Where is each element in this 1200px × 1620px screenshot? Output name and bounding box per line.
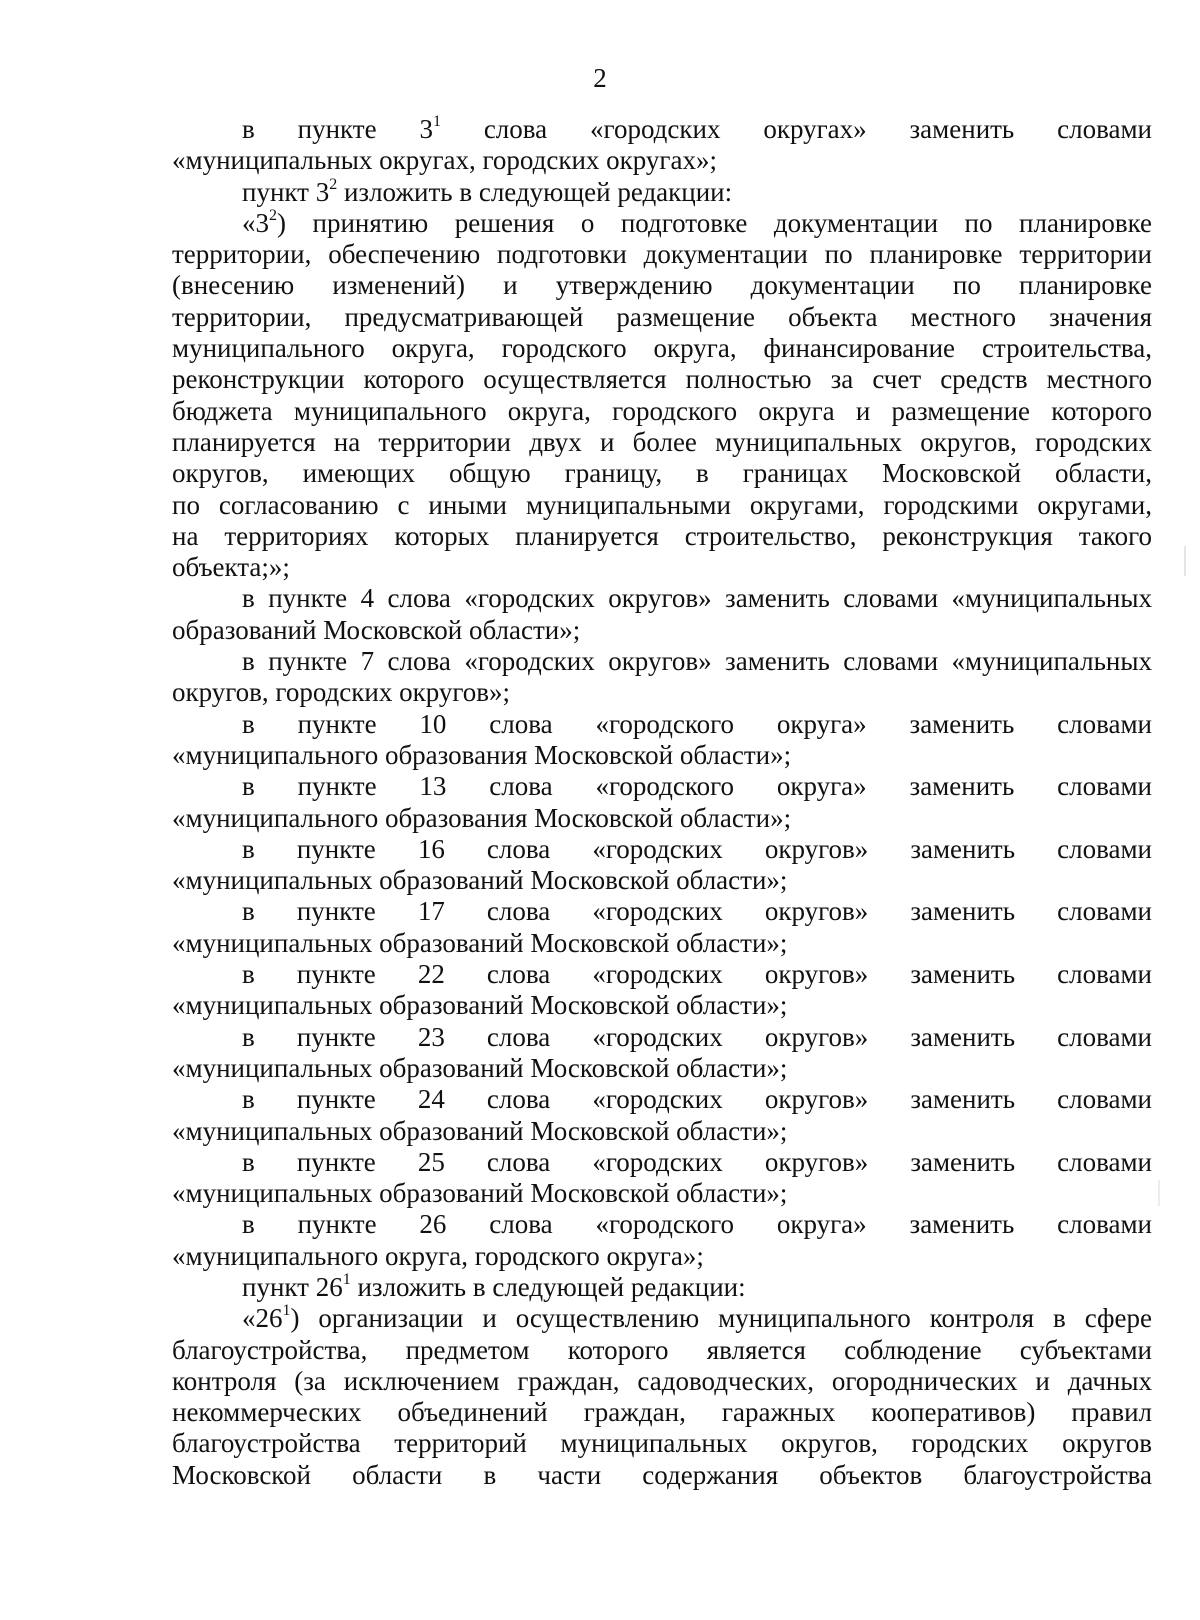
text-line: пункт $26^1$ изложить в следующей редакции: <box>242 1270 746 1302</box>
text-line: в пункте 10 слова «городского округа» заменить словами <box>242 708 1152 739</box>
text-line: «муниципальных округах, городских округах»; <box>172 145 717 176</box>
text-line: в пункте 23 слова «городских округов» заменить словами <box>242 1021 1152 1052</box>
text-line: в пункте 24 слова «городских округов» заменить словами <box>242 1084 1152 1115</box>
text-line: «муниципальных образований Московской области»; <box>172 1052 788 1083</box>
text-line: Московской области в части содержания объектов благоустройства <box>172 1459 1152 1490</box>
text-line: в пункте 7 слова «городских округов» заменить словами «муниципальных <box>242 646 1152 677</box>
text-line: «$3^2$) принятию решения о подготовке документации по планировке <box>242 206 1152 238</box>
text-line: «муниципальных образований Московской области»; <box>172 990 788 1021</box>
text-line: «муниципальных образований Московской области»; <box>172 927 788 958</box>
text-line: округов, имеющих общую границу, в границах Московской области, <box>172 458 1152 489</box>
page-number: 2 <box>593 63 607 93</box>
text-line: «муниципальных образований Московской области»; <box>172 1178 788 1209</box>
text-line: в пункте 13 слова «городского округа» заменить словами <box>242 771 1152 802</box>
text-line: в пункте 17 слова «городских округов» заменить словами <box>242 896 1152 927</box>
text-line: планируется на территории двух и более муниципальных округов, городских <box>172 426 1152 457</box>
text-line: объекта;»; <box>172 552 290 583</box>
text-line: муниципального округа, городского округа, финансирование строительства, <box>172 333 1152 364</box>
text-line: в пункте $3^1$ слова «городских округах» заменить словами <box>242 113 1152 144</box>
scan-artifact <box>1158 1180 1160 1206</box>
text-line: территории, обеспечению подготовки документации по планировке территории <box>172 239 1152 270</box>
text-line: в пункте 26 слова «городского округа» заменить словами <box>242 1209 1152 1240</box>
text-line: в пункте 22 слова «городских округов» заменить словами <box>242 959 1152 990</box>
text-line: на территориях которых планируется строительство, реконструкция такого <box>172 520 1152 551</box>
text-line: контроля (за исключением граждан, садоводческих, огороднических и дачных <box>172 1365 1152 1396</box>
text-line: «муниципального образования Московской области»; <box>172 739 792 770</box>
text-line: в пункте 16 слова «городских округов» заменить словами <box>242 833 1152 864</box>
text-line: в пункте 25 слова «городских округов» заменить словами <box>242 1146 1152 1177</box>
text-line: бюджета муниципального округа, городского округа и размещение которого <box>172 395 1152 426</box>
text-line: округов, городских округов»; <box>172 677 510 708</box>
text-line: образований Московской области»; <box>172 614 581 645</box>
text-line: некоммерческих объединений граждан, гаражных кооперативов) правил <box>172 1397 1152 1428</box>
text-line: в пункте 4 слова «городских округов» заменить словами «муниципальных <box>242 583 1152 614</box>
text-line: «муниципального округа, городского округа»; <box>172 1240 704 1271</box>
text-line: пункт $3^2$ изложить в следующей редакции: <box>242 175 733 207</box>
text-line: благоустройства территорий муниципальных округов, городских округов <box>172 1428 1152 1459</box>
document-body <box>172 114 1152 1491</box>
text-line: «муниципального образования Московской области»; <box>172 802 792 833</box>
text-line: территории, предусматривающей размещение объекта местного значения <box>172 301 1152 332</box>
scan-artifact <box>1184 546 1186 576</box>
text-line: благоустройства, предметом которого является соблюдение субъектами <box>172 1334 1152 1365</box>
text-line: «муниципальных образований Московской области»; <box>172 1115 788 1146</box>
text-line: реконструкции которого осуществляется полностью за счет средств местного <box>172 364 1152 395</box>
text-line: «муниципальных образований Московской области»; <box>172 865 788 896</box>
text-line: «$26^1$) организации и осуществлению муниципального контроля в сфере <box>242 1302 1152 1334</box>
text-line: по согласованию с иными муниципальными округами, городскими округами, <box>172 489 1152 520</box>
text-line: (внесению изменений) и утверждению документации по планировке <box>172 270 1152 301</box>
